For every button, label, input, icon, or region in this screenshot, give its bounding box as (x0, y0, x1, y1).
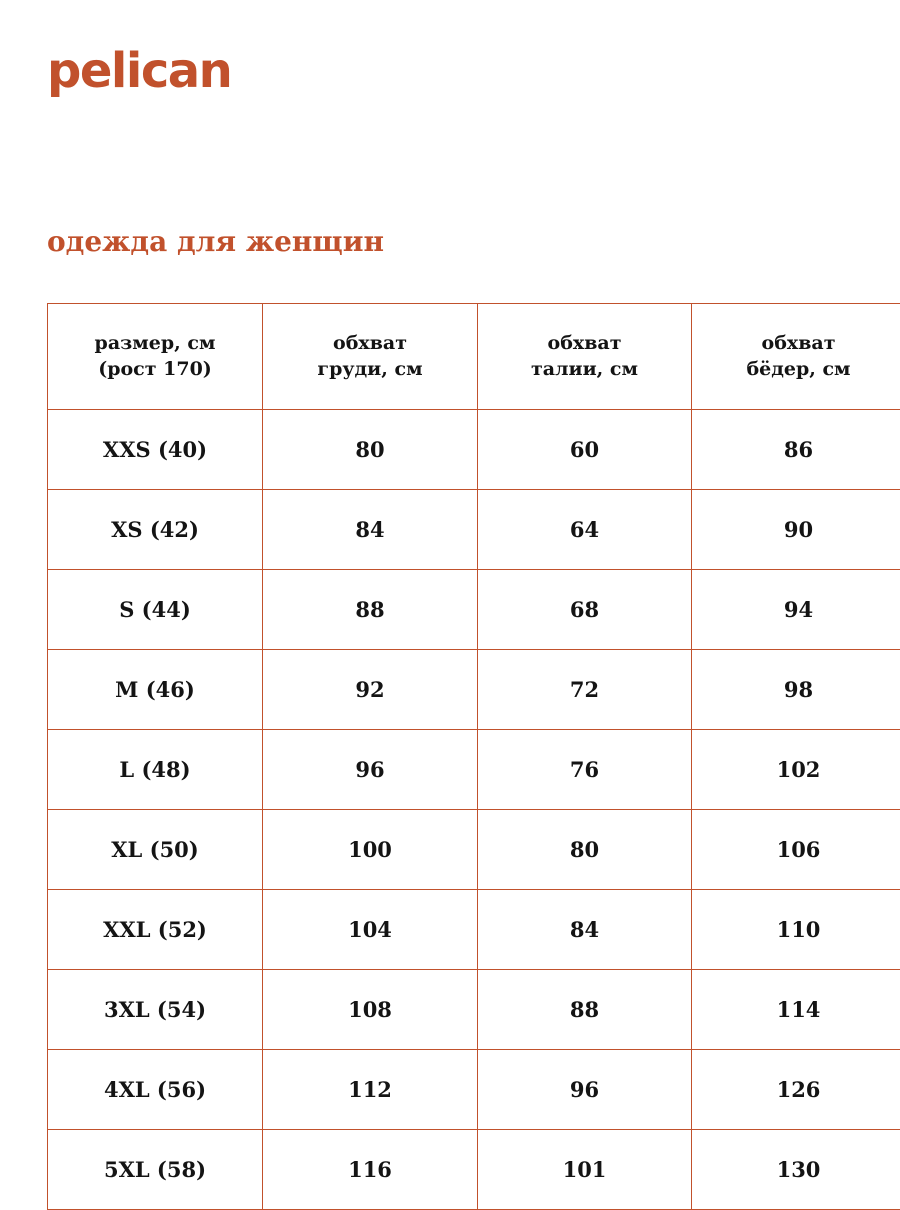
cell-waist: 68 (478, 570, 692, 650)
column-header-chest-line1: обхват (269, 331, 471, 357)
cell-hips: 110 (692, 890, 900, 970)
cell-waist: 72 (478, 650, 692, 730)
cell-size: L (48) (48, 730, 263, 810)
column-header-hips-line2: бёдер, см (698, 357, 899, 383)
cell-size: XS (42) (48, 490, 263, 570)
size-table-header (48, 304, 900, 410)
table-row (48, 570, 900, 650)
cell-hips: 86 (692, 410, 900, 490)
cell-hips: 114 (692, 970, 900, 1050)
table-row (48, 810, 900, 890)
page-title: одежда для женщин (47, 225, 384, 258)
brand-logo: pelican (47, 47, 231, 95)
cell-waist: 64 (478, 490, 692, 570)
cell-chest: 100 (263, 810, 478, 890)
cell-size: 5XL (58) (48, 1130, 263, 1210)
cell-size: XXS (40) (48, 410, 263, 490)
size-table (47, 303, 900, 1210)
column-header-waist-line1: обхват (484, 331, 685, 357)
cell-chest: 96 (263, 730, 478, 810)
cell-chest: 92 (263, 650, 478, 730)
cell-size: 4XL (56) (48, 1050, 263, 1130)
cell-hips: 98 (692, 650, 900, 730)
column-header-hips (692, 304, 900, 410)
cell-waist: 76 (478, 730, 692, 810)
column-header-chest (263, 304, 478, 410)
cell-chest: 104 (263, 890, 478, 970)
column-header-chest-line2: груди, см (269, 357, 471, 383)
cell-size: XL (50) (48, 810, 263, 890)
cell-chest: 84 (263, 490, 478, 570)
cell-chest: 80 (263, 410, 478, 490)
cell-size: XXL (52) (48, 890, 263, 970)
cell-waist: 60 (478, 410, 692, 490)
column-header-waist-line2: талии, см (484, 357, 685, 383)
cell-size: S (44) (48, 570, 263, 650)
column-header-size (48, 304, 263, 410)
cell-hips: 102 (692, 730, 900, 810)
table-row (48, 650, 900, 730)
cell-chest: 108 (263, 970, 478, 1050)
size-table-body (48, 410, 900, 1210)
cell-size: M (46) (48, 650, 263, 730)
cell-hips: 126 (692, 1050, 900, 1130)
cell-waist: 84 (478, 890, 692, 970)
table-row (48, 890, 900, 970)
cell-chest: 112 (263, 1050, 478, 1130)
table-row (48, 490, 900, 570)
cell-size: 3XL (54) (48, 970, 263, 1050)
cell-waist: 96 (478, 1050, 692, 1130)
cell-waist: 101 (478, 1130, 692, 1210)
cell-hips: 106 (692, 810, 900, 890)
header-row (48, 304, 900, 410)
cell-chest: 88 (263, 570, 478, 650)
cell-waist: 88 (478, 970, 692, 1050)
cell-waist: 80 (478, 810, 692, 890)
cell-chest: 116 (263, 1130, 478, 1210)
table-row (48, 730, 900, 810)
table-row (48, 410, 900, 490)
cell-hips: 94 (692, 570, 900, 650)
column-header-size-line2: (рост 170) (54, 357, 256, 383)
column-header-hips-line1: обхват (698, 331, 899, 357)
table-row (48, 1050, 900, 1130)
table-row (48, 1130, 900, 1210)
table-row (48, 970, 900, 1050)
cell-hips: 130 (692, 1130, 900, 1210)
column-header-waist (478, 304, 692, 410)
cell-hips: 90 (692, 490, 900, 570)
column-header-size-line1: размер, см (54, 331, 256, 357)
